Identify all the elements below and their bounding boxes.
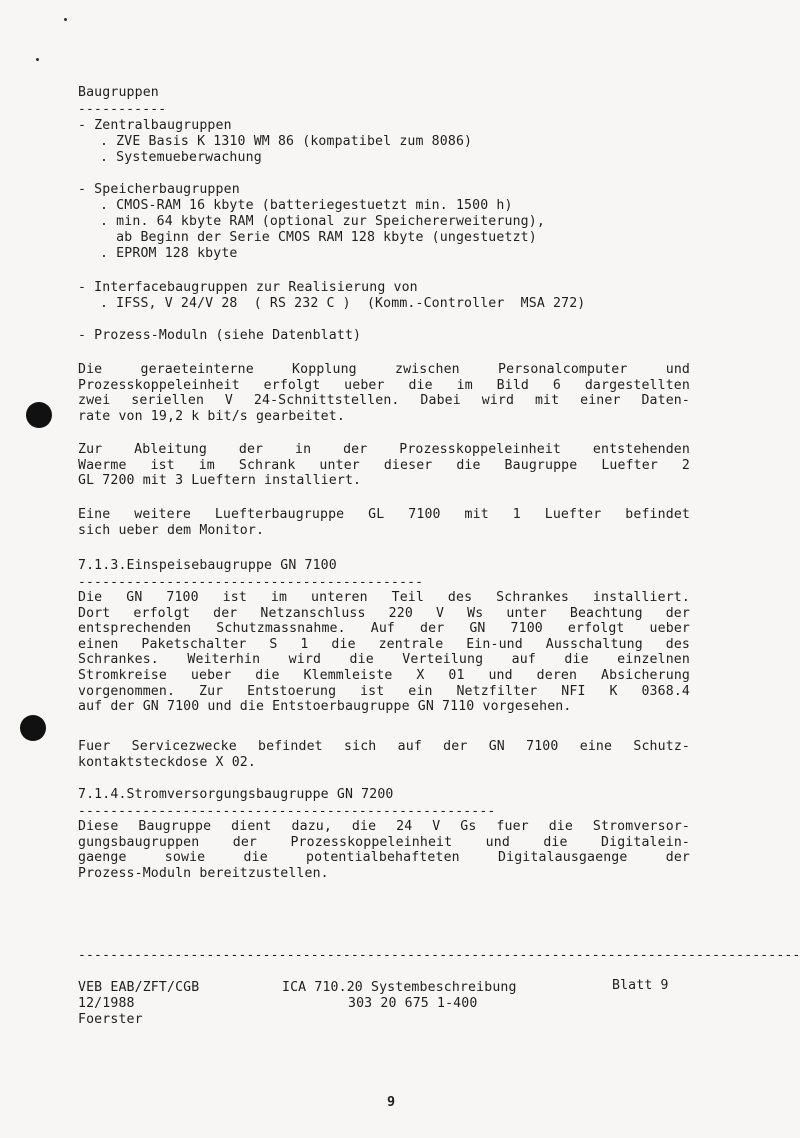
footer-doc-title: ICA 710.20 Systembeschreibung — [282, 980, 517, 995]
text-line: Schrankes. Weiterhin wird die Verteilung auf die einzelnen — [78, 652, 690, 668]
text-line: Waerme ist im Schrank unter dieser die Baugruppe Luefter 2 — [78, 457, 690, 473]
section-heading: Baugruppen — [78, 85, 159, 100]
heading-underline: ----------- — [78, 102, 167, 117]
scan-speck — [36, 58, 39, 61]
punch-hole-upper — [26, 402, 52, 428]
text-line: Prozess-Moduln bereitzustellen. — [78, 865, 329, 881]
footer-date: 12/1988 — [78, 996, 135, 1011]
group-title-speicher: - Speicherbaugruppen — [78, 182, 240, 197]
text-line: Dort erfolgt der Netzanschluss 220 V Ws unter Beachtung der — [78, 605, 690, 621]
paragraph-gn7100 — [78, 590, 690, 715]
paragraph-gn7200 — [78, 819, 690, 881]
text-line: Eine weitere Luefterbaugruppe GL 7100 mit 1 Luefter befindet — [78, 507, 690, 522]
text-line: sich ueber dem Monitor. — [78, 522, 265, 538]
text-line: GL 7200 mit 3 Lueftern installiert. — [78, 473, 362, 489]
group-title-prozess: - Prozess-Moduln (siehe Datenblatt) — [78, 328, 362, 343]
text-line: kontaktsteckdose X 02. — [78, 754, 256, 770]
footer-doc-number: 303 20 675 1-400 — [348, 996, 478, 1011]
footer-org: VEB EAB/ZFT/CGB — [78, 980, 200, 995]
page-number: 9 — [387, 1094, 396, 1110]
list-item: . ZVE Basis K 1310 WM 86 (kompatibel zum 8086) — [100, 134, 473, 149]
text-line: gungsbaugruppen der Prozesskoppeleinheit und die Digitalein- — [78, 834, 690, 850]
scan-speck — [64, 18, 67, 21]
list-item: . CMOS-RAM 16 kbyte (batteriegestuetzt min. 1500 h) — [100, 198, 513, 213]
text-line: zwei seriellen V 24-Schnittstellen. Dabei wird mit einer Daten- — [78, 393, 690, 409]
text-line: Die geraeteinterne Kopplung zwischen Personalcomputer und — [78, 362, 690, 377]
list-item: . IFSS, V 24/V 28 ( RS 232 C ) (Komm.-Controller MSA 272) — [100, 296, 586, 311]
section-heading-7-1-4: 7.1.4.Stromversorgungsbaugruppe GN 7200 — [78, 787, 394, 802]
list-item: . Systemueberwachung — [100, 150, 262, 165]
footer-rule: ------------------------------------------------------------------------------------------ — [78, 948, 800, 963]
list-item: . EPROM 128 kbyte — [100, 246, 238, 261]
footer-author: Foerster — [78, 1012, 143, 1027]
group-title-interface: - Interfacebaugruppen zur Realisierung von — [78, 280, 418, 295]
text-line: vorgenommen. Zur Entstoerung ist ein Netzfilter NFI K 0368.4 — [78, 683, 690, 699]
heading-underline: ---------------------------------------------------- — [78, 804, 496, 819]
text-line: Prozesskoppeleinheit erfolgt ueber die im Bild 6 dargestellten — [78, 377, 690, 393]
list-item: ab Beginn der Serie CMOS RAM 128 kbyte (ungestuetzt) — [100, 230, 537, 245]
heading-underline: ------------------------------------------- — [78, 575, 424, 590]
text-line: einen Paketschalter S 1 die zentrale Ein-und Ausschaltung des — [78, 636, 690, 652]
paragraph-service — [78, 739, 690, 770]
section-heading-7-1-3: 7.1.3.Einspeisebaugruppe GN 7100 — [78, 558, 337, 573]
paragraph-kopplung — [78, 362, 690, 424]
group-title-zentral: - Zentralbaugruppen — [78, 118, 232, 133]
paragraph-luefter — [78, 507, 690, 538]
text-line: Fuer Servicezwecke befindet sich auf der GN 7100 eine Schutz- — [78, 739, 690, 754]
list-item: . min. 64 kbyte RAM (optional zur Speichererweiterung), — [100, 214, 545, 229]
text-line: entsprechenden Schutzmassnahme. Auf der GN 7100 erfolgt ueber — [78, 621, 690, 637]
text-line: Zur Ableitung der in der Prozesskoppeleinheit entstehenden — [78, 442, 690, 457]
footer-sheet: Blatt 9 — [612, 978, 669, 993]
punch-hole-lower — [20, 715, 46, 741]
paragraph-ableitung — [78, 442, 690, 489]
text-line: auf der GN 7100 und die Entstoerbaugruppe GN 7110 vorgesehen. — [78, 699, 572, 715]
text-line: Diese Baugruppe dient dazu, die 24 V Gs fuer die Stromversor- — [78, 819, 690, 834]
text-line: rate von 19,2 k bit/s gearbeitet. — [78, 408, 345, 424]
text-line: Die GN 7100 ist im unteren Teil des Schrankes installiert. — [78, 590, 690, 605]
text-line: Stromkreise ueber die Klemmleiste X 01 und deren Absicherung — [78, 667, 690, 683]
text-line: gaenge sowie die potentialbehafteten Digitalausgaenge der — [78, 850, 690, 866]
